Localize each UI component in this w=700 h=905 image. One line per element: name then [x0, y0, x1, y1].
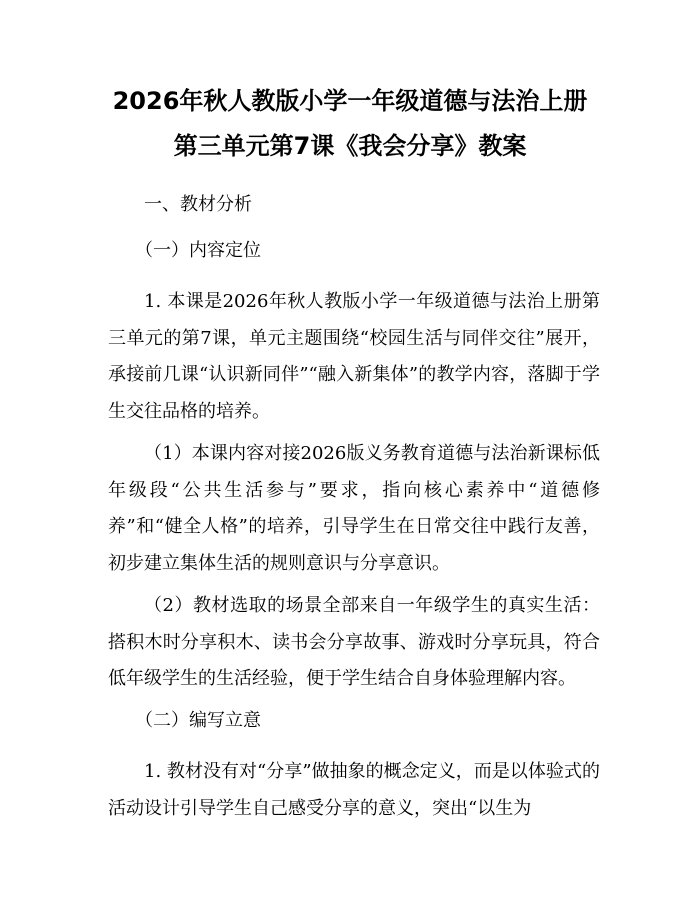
subsection-heading-content-positioning: （一）内容定位 [135, 240, 261, 261]
section-heading-textbook-analysis: 一、教材分析 [144, 194, 252, 215]
subsection-heading-writing-intent: （二）编写立意 [135, 710, 261, 731]
document-title-line1: 2026年秋人教版小学一年级道德与法治上册 [112, 87, 588, 115]
paragraph-2: （1）本课内容对接2026版义务教育道德与法治新课标低年级段“公共生活参与”要求，指向核心素养中“道德修养”和“健全人格”的培养，引导学生在日常交往中践行友善，初步建立集体生活的规则意识与分享意识。 [108, 443, 600, 574]
document-title-line2: 第三单元第7课《我会分享》教案 [173, 132, 527, 160]
paragraph-3: （2）教材选取的场景全部来自一年级学生的真实生活：搭积木时分享积木、读书会分享故事、游戏时分享玩具，符合低年级学生的生活经验，便于学生结合自身体验理解内容。 [108, 595, 600, 689]
paragraph-4: 1. 教材没有对“分享”做抽象的概念定义，而是以体验式的活动设计引导学生自己感受分享的意义，突出“以生为 [108, 761, 600, 819]
paragraph-1: 1. 本课是2026年秋人教版小学一年级道德与法治上册第三单元的第7课，单元主题围绕“校园生活与同伴交往”展开，承接前几课“认识新同伴”“融入新集体”的教学内容，落脚于学生交往品格的培养。 [108, 291, 600, 422]
